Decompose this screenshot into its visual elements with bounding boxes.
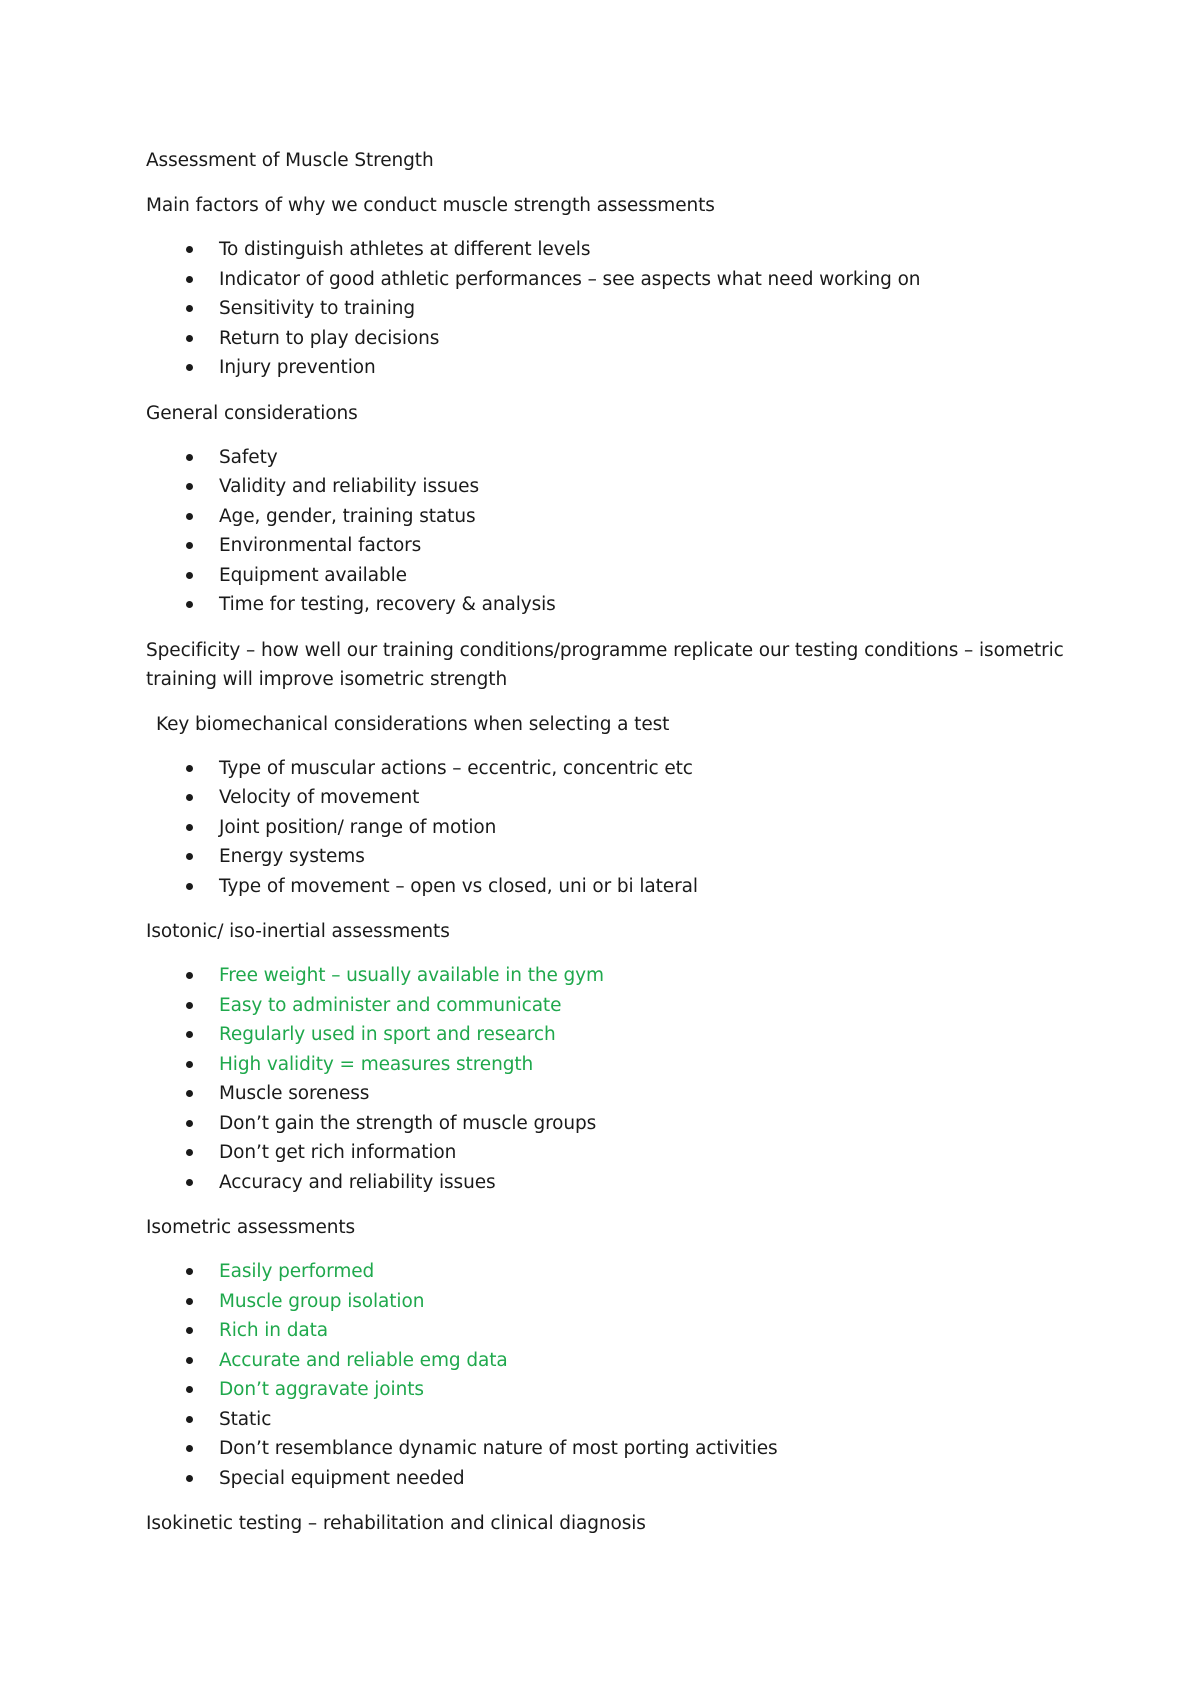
biomechanical-list [146,754,1066,902]
bullet-icon [186,513,193,520]
bullet-icon [186,1149,193,1156]
list-item: Time for testing, recovery & analysis [146,590,1066,620]
bullet-icon [186,335,193,342]
list-item: Special equipment needed [146,1464,1066,1494]
list-item-advantage: Easy to administer and communicate [146,991,1066,1021]
bullet-icon [186,1120,193,1127]
list-item-advantage: Free weight – usually available in the gym [146,961,1066,991]
bullet-icon [186,824,193,831]
bullet-icon [186,483,193,490]
bullet-icon [186,1445,193,1452]
bullet-icon [186,1475,193,1482]
bullet-icon [186,1327,193,1334]
bullet-icon [186,276,193,283]
bullet-icon [186,542,193,549]
list-item: Validity and reliability issues [146,472,1066,502]
section-heading-main-factors: Main factors of why we conduct muscle strength assessments [146,195,715,216]
list-item: Age, gender, training status [146,502,1066,532]
section-heading-isometric: Isometric assessments [146,1217,356,1238]
list-item: Don’t get rich information [146,1138,1066,1168]
bullet-icon [186,765,193,772]
list-item: Joint position/ range of motion [146,813,1066,843]
bullet-icon [186,1357,193,1364]
list-item: Injury prevention [146,353,1066,383]
specificity-paragraph: Specificity – how well our training conditions/programme replicate our testing conditions – isometric training will improve isometric strength [146,639,1064,690]
bullet-icon [186,853,193,860]
section-heading-isotonic: Isotonic/ iso-inertial assessments [146,921,450,942]
list-item: Static [146,1405,1066,1435]
list-item: Equipment available [146,561,1066,591]
isometric-list [146,1257,1066,1493]
main-factors-list [146,235,1066,383]
list-item: Type of movement – open vs closed, uni or bi lateral [146,872,1066,902]
bullet-icon [186,1416,193,1423]
bullet-icon [186,246,193,253]
bullet-icon [186,1061,193,1068]
list-item-advantage: Accurate and reliable emg data [146,1346,1066,1376]
list-item: Sensitivity to training [146,294,1066,324]
list-item: Velocity of movement [146,783,1066,813]
list-item: Return to play decisions [146,324,1066,354]
list-item-advantage: Muscle group isolation [146,1287,1066,1317]
list-item-advantage: Easily performed [146,1257,1066,1287]
list-item: Don’t resemblance dynamic nature of most porting activities [146,1434,1066,1464]
bullet-icon [186,1298,193,1305]
list-item: Energy systems [146,842,1066,872]
bullet-icon [186,1179,193,1186]
list-item: Safety [146,443,1066,473]
bullet-icon [186,305,193,312]
bullet-icon [186,572,193,579]
list-item-advantage: Don’t aggravate joints [146,1375,1066,1405]
section-heading-general-considerations: General considerations [146,402,358,424]
bullet-icon [186,454,193,461]
general-considerations-list [146,443,1066,620]
list-item: Muscle soreness [146,1079,1066,1109]
section-heading-biomechanical: Key biomechanical considerations when selecting a test [156,713,670,735]
bullet-icon [186,794,193,801]
list-item: Accuracy and reliability issues [146,1168,1066,1198]
bullet-icon [186,883,193,890]
list-item: Type of muscular actions – eccentric, concentric etc [146,754,1066,784]
bullet-icon [186,601,193,608]
bullet-icon [186,364,193,371]
list-item: Environmental factors [146,531,1066,561]
isokinetic-paragraph: Isokinetic testing – rehabilitation and clinical diagnosis [146,1513,646,1534]
bullet-icon [186,1002,193,1009]
list-item-advantage: High validity = measures strength [146,1050,1066,1080]
list-item: Indicator of good athletic performances – see aspects what need working on [146,265,1066,295]
list-item: Don’t gain the strength of muscle groups [146,1109,1066,1139]
bullet-icon [186,1268,193,1275]
bullet-icon [186,1090,193,1097]
document-title: Assessment of Muscle Strength [146,150,434,171]
bullet-icon [186,1031,193,1038]
list-item-advantage: Rich in data [146,1316,1066,1346]
bullet-icon [186,972,193,979]
document-body [146,146,1066,1554]
list-item: To distinguish athletes at different levels [146,235,1066,265]
isotonic-list [146,961,1066,1197]
bullet-icon [186,1386,193,1393]
list-item-advantage: Regularly used in sport and research [146,1020,1066,1050]
